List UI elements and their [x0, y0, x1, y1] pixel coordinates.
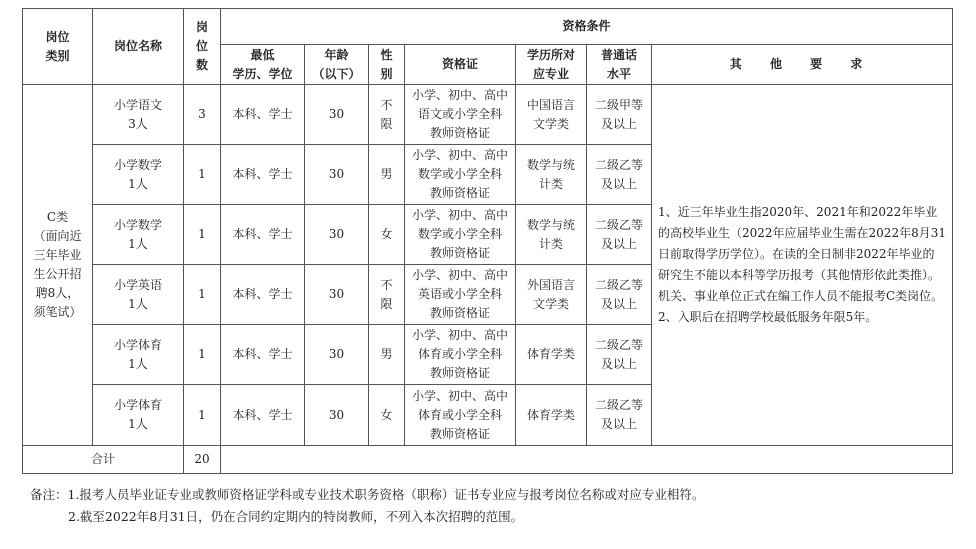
major-cell: 体育学类 — [516, 385, 587, 446]
mandarin-cell: 二级甲等 及以上 — [587, 85, 652, 145]
certificate-cell: 小学、初中、高中 体育或小学全科 教师资格证 — [405, 325, 516, 385]
education-cell: 本科、学士 — [221, 385, 305, 446]
position-name-cell: 小学数学 1人 — [93, 205, 184, 265]
gender-cell: 男 — [369, 145, 405, 205]
mandarin-cell: 二级乙等 及以上 — [587, 325, 652, 385]
mandarin-cell: 二级乙等 及以上 — [587, 145, 652, 205]
position-name-cell: 小学体育 1人 — [93, 385, 184, 446]
gender-cell: 不 限 — [369, 265, 405, 325]
header-position-name: 岗位名称 — [93, 9, 184, 85]
header-education: 最低 学历、学位 — [221, 45, 305, 85]
position-name-cell: 小学英语 1人 — [93, 265, 184, 325]
position-count-cell: 1 — [184, 385, 221, 446]
gender-cell: 女 — [369, 205, 405, 265]
education-cell: 本科、学士 — [221, 145, 305, 205]
certificate-cell: 小学、初中、高中 体育或小学全科 教师资格证 — [405, 385, 516, 446]
certificate-cell: 小学、初中、高中 数学或小学全科 教师资格证 — [405, 205, 516, 265]
education-cell: 本科、学士 — [221, 85, 305, 145]
certificate-cell: 小学、初中、高中 语文或小学全科 教师资格证 — [405, 85, 516, 145]
total-value: 20 — [184, 446, 221, 474]
age-cell: 30 — [305, 205, 369, 265]
certificate-cell: 小学、初中、高中 数学或小学全科 教师资格证 — [405, 145, 516, 205]
education-cell: 本科、学士 — [221, 265, 305, 325]
other-requirements-cell: 1、近三年毕业生指2020年、2021年和2022年毕业的高校毕业生（2022年应届毕业生需在2022年8月31日前取得学历学位）。在读的全日制非2022年毕业的研究生不能以本科等学历报考（其他情形依此类推）。机关、事业单位正式在编工作人员不能报考C类岗位。 2、入职后在招聘学校最低服务年限5年。 — [652, 85, 953, 446]
table-row — [23, 85, 953, 145]
education-cell: 本科、学士 — [221, 205, 305, 265]
gender-cell: 男 — [369, 325, 405, 385]
major-cell: 中国语言 文学类 — [516, 85, 587, 145]
header-age: 年龄 （以下） — [305, 45, 369, 85]
header-count: 岗 位 数 — [184, 9, 221, 85]
total-row — [23, 446, 953, 474]
position-name-cell: 小学数学 1人 — [93, 145, 184, 205]
header-certificate: 资格证 — [405, 45, 516, 85]
major-cell: 体育学类 — [516, 325, 587, 385]
age-cell: 30 — [305, 145, 369, 205]
position-count-cell: 1 — [184, 265, 221, 325]
header-major: 学历所对 应专业 — [516, 45, 587, 85]
category-c-cell: C类 （面向近 三年毕业 生公开招 聘8人， 须笔试） — [23, 85, 93, 446]
major-cell: 数学与统 计类 — [516, 205, 587, 265]
mandarin-cell: 二级乙等 及以上 — [587, 385, 652, 446]
position-name-cell: 小学语文 3人 — [93, 85, 184, 145]
position-name-cell: 小学体育 1人 — [93, 325, 184, 385]
note-line-1: 备注：1.报考人员毕业证专业或教师资格证学科或专业技术职务资格（职称）证书专业应与报考岗位名称或对应专业相符。 — [30, 487, 705, 502]
notes-section — [30, 484, 950, 528]
recruitment-table — [22, 8, 953, 474]
gender-cell: 女 — [369, 385, 405, 446]
header-other-requirements: 其 他 要 求 — [652, 45, 953, 85]
header-gender: 性 别 — [369, 45, 405, 85]
position-count-cell: 1 — [184, 325, 221, 385]
note-line-2: 2.截至2022年8月31日，仍在合同约定期内的特岗教师，不列入本次招聘的范围。 — [68, 509, 524, 524]
recruitment-table-container — [22, 8, 952, 474]
gender-cell: 不 限 — [369, 85, 405, 145]
position-count-cell: 1 — [184, 205, 221, 265]
certificate-cell: 小学、初中、高中 英语或小学全科 教师资格证 — [405, 265, 516, 325]
education-cell: 本科、学士 — [221, 325, 305, 385]
header-category: 岗位 类别 — [23, 9, 93, 85]
position-count-cell: 3 — [184, 85, 221, 145]
total-label: 合计 — [23, 446, 184, 474]
major-cell: 数学与统 计类 — [516, 145, 587, 205]
position-count-cell: 1 — [184, 145, 221, 205]
mandarin-cell: 二级乙等 及以上 — [587, 265, 652, 325]
header-mandarin: 普通话 水平 — [587, 45, 652, 85]
age-cell: 30 — [305, 325, 369, 385]
total-empty-cell — [221, 446, 953, 474]
age-cell: 30 — [305, 85, 369, 145]
age-cell: 30 — [305, 265, 369, 325]
header-qualifications: 资格条件 — [221, 9, 953, 45]
mandarin-cell: 二级乙等 及以上 — [587, 205, 652, 265]
major-cell: 外国语言 文学类 — [516, 265, 587, 325]
age-cell: 30 — [305, 385, 369, 446]
